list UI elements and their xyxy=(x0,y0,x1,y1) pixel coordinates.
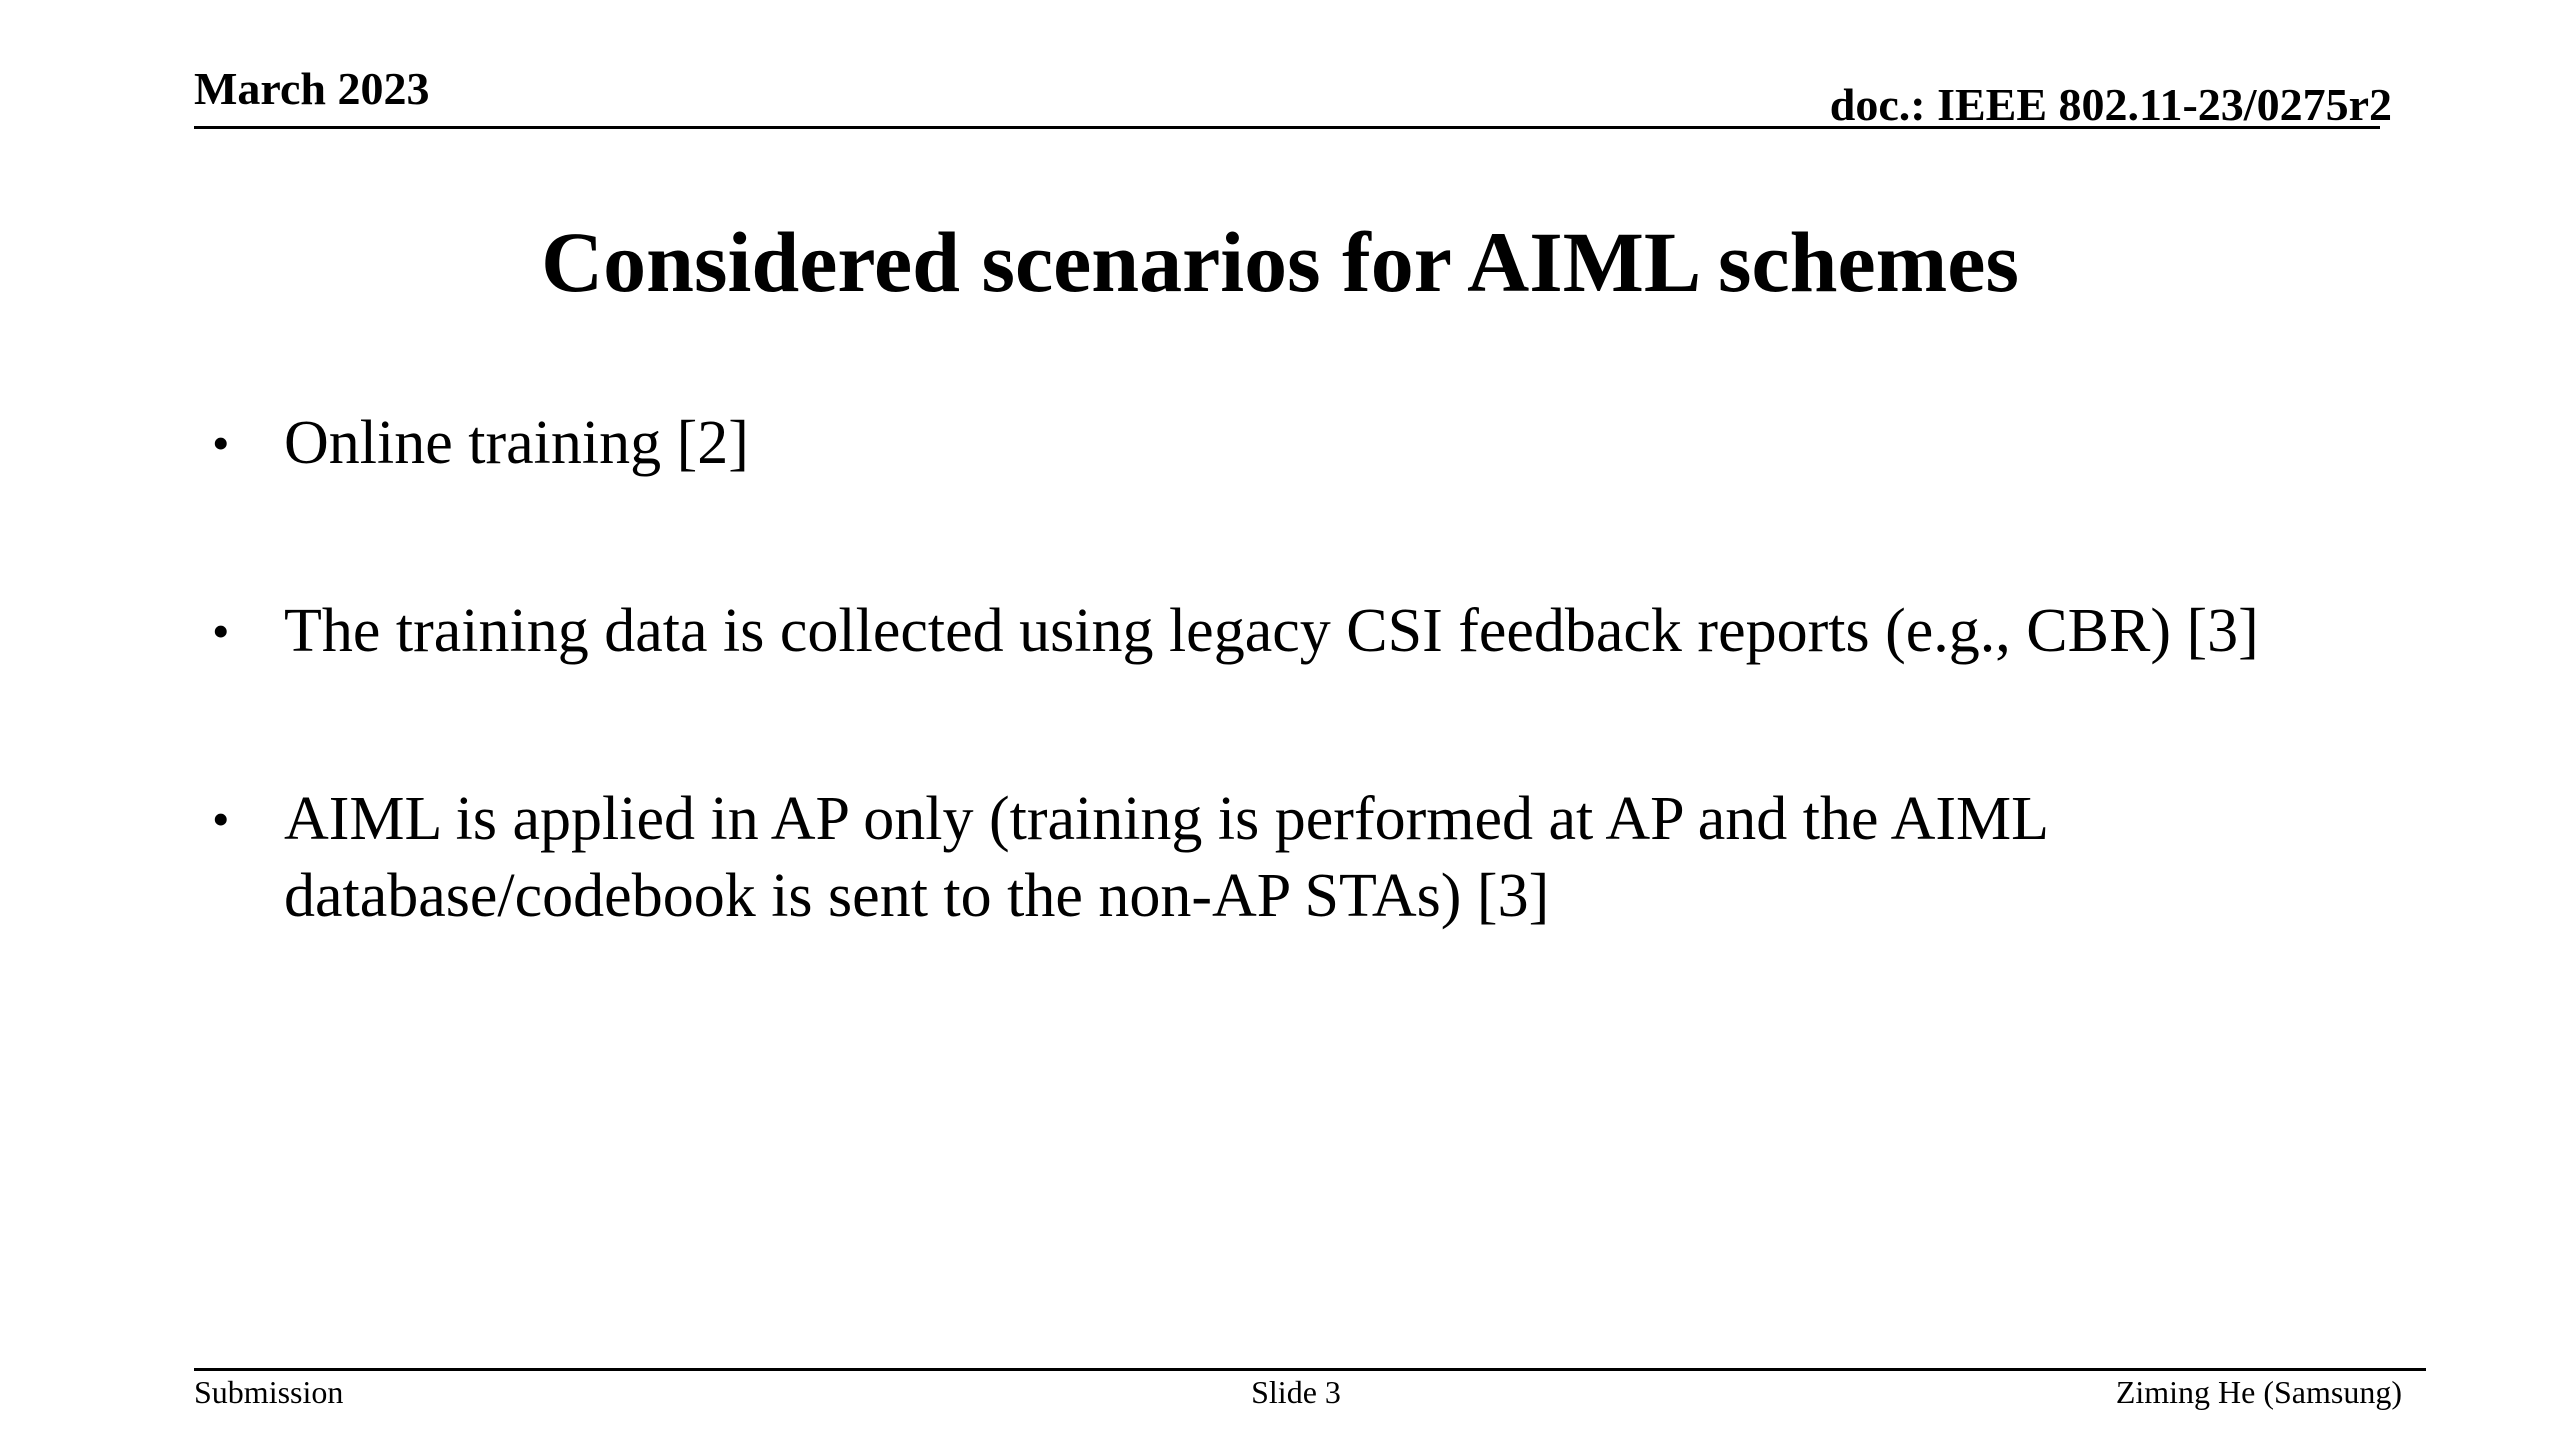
header-divider xyxy=(194,126,2380,129)
bullet-item xyxy=(212,781,2442,935)
bullet-text: The training data is collected using legacy CSI feedback reports (e.g., CBR) [3] xyxy=(284,597,2259,665)
footer-slide-number: Slide 3 xyxy=(1251,1374,1341,1410)
bullet-marker: • xyxy=(212,791,230,847)
bullet-text: AIML is applied in AP only (training is performed at AP and the AIML database/codebook is sent to the non-AP STAs) [3] xyxy=(284,785,2047,930)
footer-divider xyxy=(194,1368,2426,1371)
slide-title: Considered scenarios for AIML schemes xyxy=(541,214,2019,310)
header-date: March 2023 xyxy=(194,63,430,114)
footer-author: Ziming He (Samsung) xyxy=(2115,1374,2402,1410)
footer-submission: Submission xyxy=(194,1374,344,1410)
bullet-text: Online training [2] xyxy=(284,409,749,477)
bullet-item xyxy=(212,593,2442,670)
bullet-marker: • xyxy=(212,603,230,659)
header-doc-id: doc.: IEEE 802.11-23/0275r2 xyxy=(1829,79,2392,130)
bullet-item xyxy=(212,405,2442,482)
bullet-marker: • xyxy=(212,415,230,471)
bullet-list xyxy=(212,405,2442,1046)
